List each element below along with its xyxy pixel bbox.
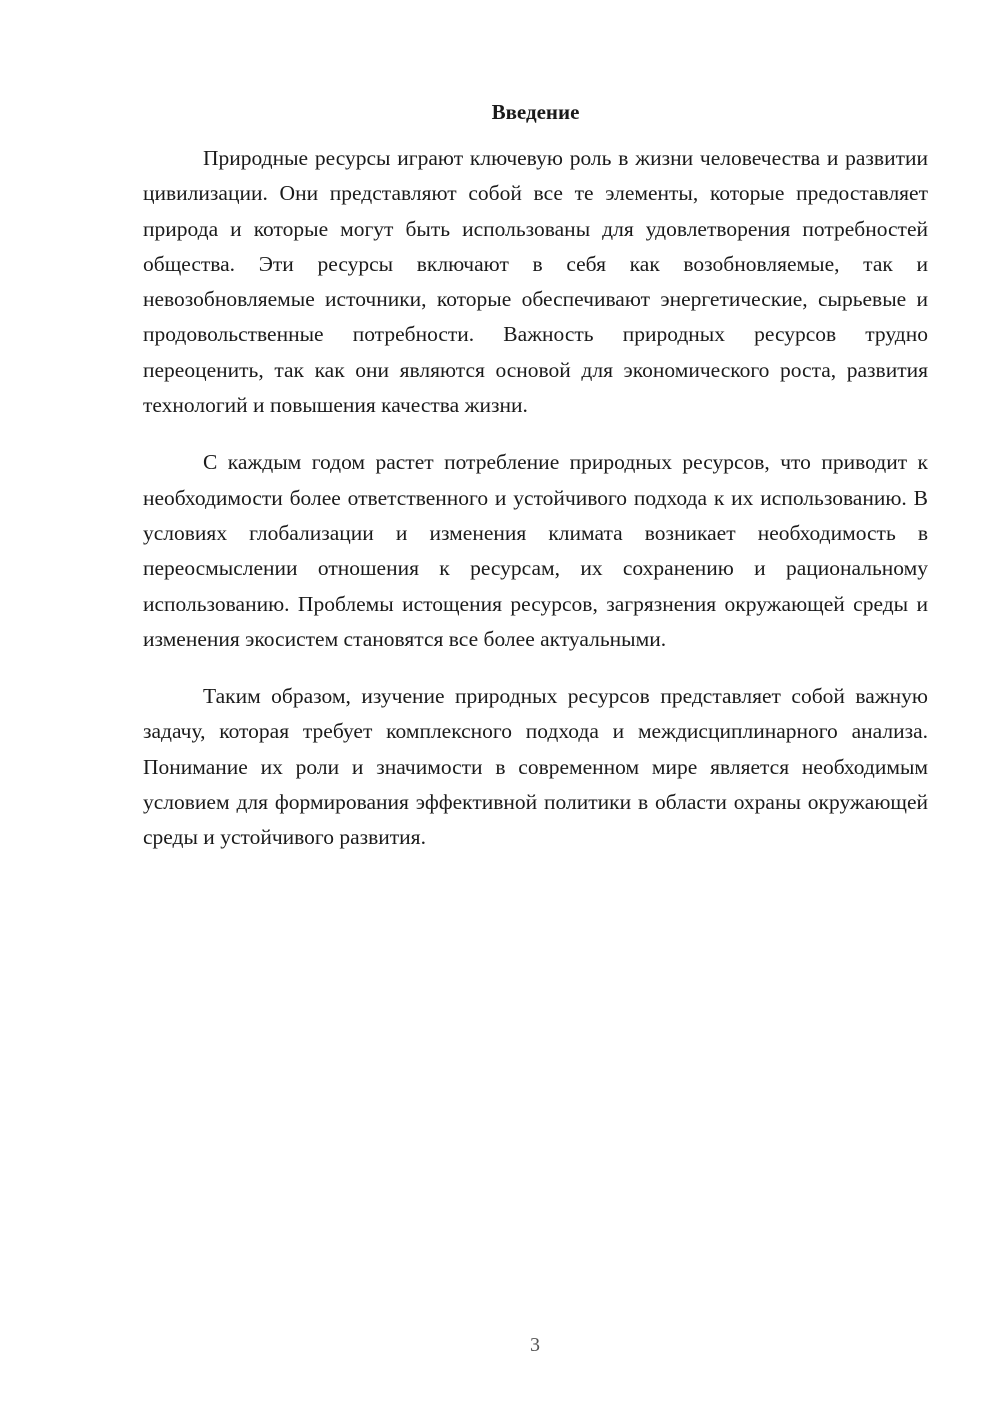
- page-title: Введение: [491, 100, 580, 124]
- paragraph-2: С каждым годом растет потребление природных ресурсов, что приводит к необходимости более ответственного и устойчивого подхода к их использованию. В условиях глобализации и изменения климата возникает необходимость в переосмыслении отношения к ресурсам, их сохранению и рациональному использованию. Проблемы истощения ресурсов, загрязнения окружающей среды и изменения экосистем становятся все более актуальными.: [143, 450, 928, 651]
- paragraph-3: Таким образом, изучение природных ресурсов представляет собой важную задачу, которая требует комплексного подхода и междисциплинарного анализа. Понимание их роли и значимости в современном мире является необходимым условием для формирования эффективной политики в области охраны окружающей среды и устойчивого развития.: [143, 684, 928, 850]
- document-body: [143, 141, 928, 878]
- paragraph-1: Природные ресурсы играют ключевую роль в жизни человечества и развитии цивилизации. Они представляют собой все те элементы, которые предоставляет природа и которые могут быть использованы для удовлетворения потребностей общества. Эти ресурсы включают в себя как возобновляемые, так и невозобновляемые источники, которые обеспечивают энергетические, сырьевые и продовольственные потребности. Важность природных ресурсов трудно переоценить, так как они являются основой для экономического роста, развития технологий и повышения качества жизни.: [143, 146, 928, 418]
- page-number: 3: [530, 1334, 540, 1356]
